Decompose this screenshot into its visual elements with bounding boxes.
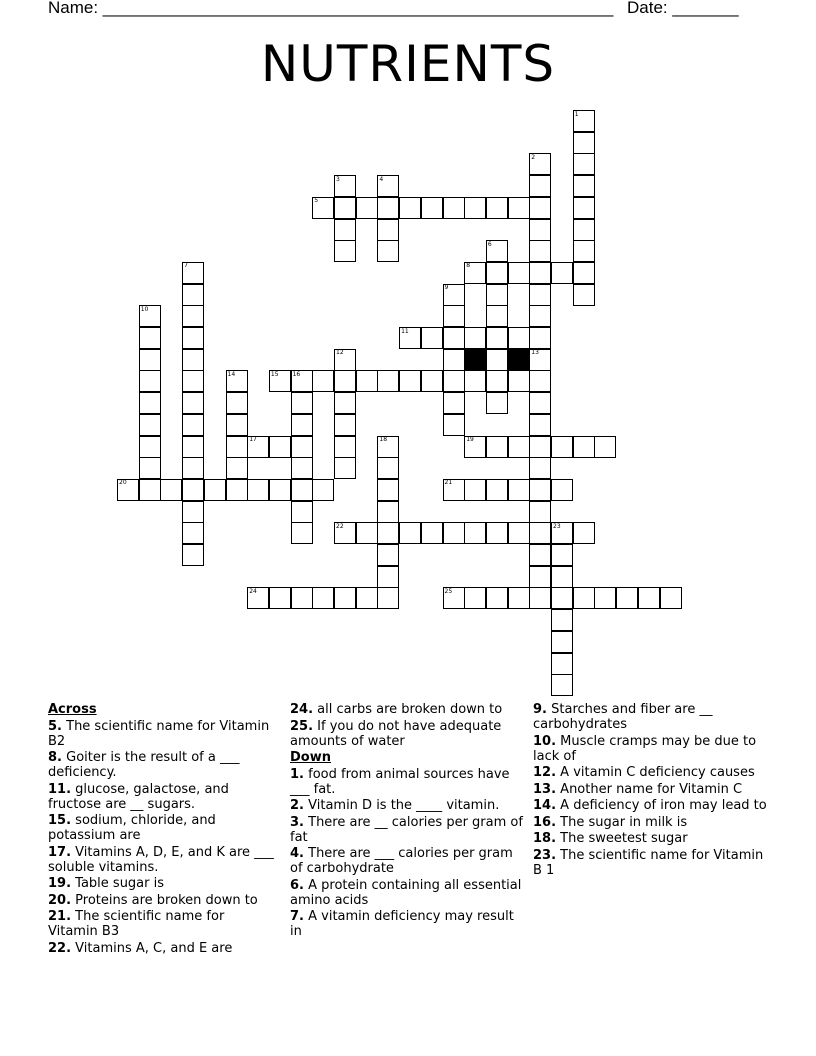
clue-number: 25.: [290, 718, 314, 734]
clue-text: A vitamin deficiency may result in: [290, 909, 514, 939]
crossword-cell[interactable]: [226, 414, 248, 436]
crossword-cell[interactable]: [573, 436, 595, 458]
crossword-cell[interactable]: [486, 305, 508, 327]
crossword-cell[interactable]: [573, 132, 595, 154]
crossword-cell[interactable]: [573, 153, 595, 175]
crossword-cell[interactable]: [334, 219, 356, 241]
clue-number: 7.: [290, 909, 304, 924]
clue-number: 18.: [533, 831, 557, 846]
crossword-cell[interactable]: [486, 370, 508, 392]
crossword-cell[interactable]: [508, 522, 530, 544]
crossword-cell[interactable]: [377, 219, 399, 241]
clue-text: The sweetest sugar: [560, 831, 688, 846]
clue-number-label: 24: [249, 587, 257, 595]
crossword-cell[interactable]: [638, 587, 660, 609]
crossword-cell[interactable]: [508, 262, 530, 284]
clue-number: 6.: [290, 877, 304, 893]
clue-down-7: [290, 909, 525, 939]
clue-number-label: 2: [531, 153, 536, 161]
crossword-cell[interactable]: [464, 587, 486, 609]
crossword-cell[interactable]: [486, 392, 508, 414]
crossword-cell[interactable]: [529, 262, 551, 284]
crossword-cell[interactable]: [486, 349, 508, 371]
crossword-cell[interactable]: [334, 457, 356, 479]
crossword-cell[interactable]: [334, 197, 356, 219]
crossword-cell[interactable]: [529, 175, 551, 197]
clue-text: The sugar in milk is: [560, 814, 688, 830]
crossword-cell[interactable]: [182, 327, 204, 349]
clue-number: 1.: [290, 766, 304, 782]
clues-column-3: [533, 702, 773, 879]
clue-text: Goiter is the result of a ___ deficiency.: [48, 750, 240, 780]
crossword-cell[interactable]: [182, 436, 204, 458]
crossword-cell[interactable]: [551, 609, 573, 631]
crossword-cell[interactable]: [334, 414, 356, 436]
clue-number-label: 18: [379, 436, 388, 443]
crossword-cell[interactable]: [551, 566, 573, 588]
crossword-cell[interactable]: [529, 566, 551, 588]
crossword-cell[interactable]: [421, 197, 443, 219]
clue-number-label: 5: [314, 197, 319, 205]
clue-text: all carbs are broken down to: [317, 702, 503, 717]
crossword-cell[interactable]: [443, 392, 465, 414]
clue-down-13: [533, 782, 773, 797]
crossword-cell[interactable]: [182, 349, 204, 371]
clue-across-5: [48, 719, 278, 749]
clue-down-4: [290, 846, 525, 876]
crossword-cell[interactable]: [486, 436, 508, 458]
crossword-cell[interactable]: [616, 587, 638, 609]
date-field-label: Date: _______: [627, 0, 739, 17]
crossword-cell[interactable]: [486, 522, 508, 544]
crossword-cell[interactable]: [443, 305, 465, 327]
crossword-cell[interactable]: [247, 479, 269, 501]
clue-number: 10.: [533, 733, 557, 749]
clue-number: 12.: [533, 765, 557, 780]
crossword-cell[interactable]: [464, 522, 486, 544]
clue-number-label: 4: [379, 175, 384, 183]
crossword-cell[interactable]: [291, 587, 313, 609]
crossword-cell[interactable]: [443, 522, 465, 544]
clue-number: 24.: [290, 702, 314, 717]
crossword-cell[interactable]: [551, 479, 573, 501]
clue-down-9: [533, 702, 773, 732]
crossword-cell[interactable]: [529, 305, 551, 327]
clue-number-label: 17: [249, 436, 257, 443]
clue-text: Another name for Vitamin C: [560, 781, 743, 797]
crossword-cell[interactable]: [508, 436, 530, 458]
clue-text: There are __ calories per gram of fat: [290, 814, 523, 845]
crossword-cell[interactable]: [139, 479, 161, 501]
down-heading: Down: [290, 750, 331, 765]
clue-number-label: 7: [184, 262, 188, 270]
clue-across-20: [48, 893, 278, 908]
crossword-cell[interactable]: [291, 414, 313, 436]
crossword-cell[interactable]: [312, 370, 334, 392]
clue-number-label: 14: [227, 370, 236, 378]
crossword-cell[interactable]: [377, 370, 399, 392]
crossword-cell[interactable]: [139, 392, 161, 414]
crossword-cell[interactable]: [573, 262, 595, 284]
clue-number: 20.: [48, 892, 72, 908]
crossword-cell[interactable]: [182, 522, 204, 544]
clue-number: 16.: [533, 814, 557, 830]
clue-text: The scientific name for Vitamin B 1: [533, 847, 764, 878]
crossword-cell[interactable]: [529, 587, 551, 609]
clue-number-label: 12: [336, 349, 344, 357]
clue-number-label: 6: [487, 240, 492, 248]
clue-number-label: 13: [531, 349, 539, 357]
clue-text: food from animal sources have ___ fat.: [290, 766, 510, 797]
clue-text: If you do not have adequate amounts of water: [290, 718, 502, 749]
crossword-cell[interactable]: [334, 240, 356, 262]
crossword-cell[interactable]: [421, 370, 443, 392]
clue-text: Table sugar is: [75, 876, 165, 891]
crossword-cell[interactable]: [291, 522, 313, 544]
clue-number: 22.: [48, 940, 72, 956]
crossword-cell[interactable]: [551, 262, 573, 284]
crossword-cell[interactable]: [182, 544, 204, 566]
crossword-cell[interactable]: [182, 284, 204, 306]
crossword-cell[interactable]: [139, 327, 161, 349]
clue-across-25: [290, 719, 525, 749]
crossword-cell[interactable]: [356, 197, 378, 219]
clue-number-label: 8: [466, 262, 471, 270]
crossword-cell[interactable]: [529, 197, 551, 219]
clue-number: 23.: [533, 847, 557, 863]
crossword-cell[interactable]: [269, 587, 291, 609]
crossword-cell[interactable]: [356, 522, 378, 544]
crossword-cell[interactable]: [160, 479, 182, 501]
crossword-cell[interactable]: [421, 522, 443, 544]
crossword-cell[interactable]: [551, 631, 573, 653]
crossword-cell[interactable]: [356, 370, 378, 392]
crossword-cell[interactable]: [529, 327, 551, 349]
name-field-label: Name: ______________________________________________________: [48, 0, 614, 17]
crossword-cell[interactable]: [334, 587, 356, 609]
clue-text: The scientific name for Vitamin B2: [48, 718, 270, 749]
crossword-cell[interactable]: [486, 327, 508, 349]
clue-down-1: [290, 767, 525, 797]
clue-number: 21.: [48, 909, 72, 924]
clue-across-19: [48, 876, 278, 891]
clue-number-label: 10: [140, 305, 149, 313]
clue-text: Muscle cramps may be due to lack of: [533, 733, 757, 764]
clue-number: 5.: [48, 718, 62, 734]
clue-number: 8.: [48, 750, 62, 765]
clue-across-15: [48, 813, 278, 843]
crossword-cell[interactable]: [182, 305, 204, 327]
crossword-cell[interactable]: [377, 566, 399, 588]
crossword-cell[interactable]: [529, 479, 551, 501]
crossword-cell[interactable]: [486, 587, 508, 609]
clue-number-label: 23: [553, 522, 561, 530]
crossword-cell[interactable]: [551, 653, 573, 675]
clue-text: There are ___ calories per gram of carbohydrate: [290, 846, 513, 876]
clue-number-label: 11: [401, 327, 409, 335]
crossword-cell[interactable]: [182, 479, 204, 501]
clue-text: The scientific name for Vitamin B3: [48, 909, 225, 939]
clue-text: Vitamins A, C, and E are: [75, 940, 233, 956]
crossword-cell[interactable]: [529, 522, 551, 544]
crossword-cell[interactable]: [486, 479, 508, 501]
crossword-cell[interactable]: [486, 284, 508, 306]
crossword-cell[interactable]: [226, 436, 248, 458]
clue-down-10: [533, 734, 773, 764]
clue-text: Vitamins A, D, E, and K are ___ soluble vitamins.: [48, 844, 274, 875]
clue-number-label: 21: [444, 479, 453, 487]
crossword-cell[interactable]: [182, 501, 204, 523]
clue-text: Vitamin D is the ____ vitamin.: [308, 798, 500, 813]
crossword-cell[interactable]: [291, 457, 313, 479]
crossword-cell[interactable]: [464, 479, 486, 501]
crossword-cell[interactable]: [529, 219, 551, 241]
crossword-cell[interactable]: [139, 349, 161, 371]
crossword-cell[interactable]: [508, 370, 530, 392]
crossword-cell[interactable]: [529, 284, 551, 306]
clue-number: 4.: [290, 846, 304, 861]
crossword-cell[interactable]: [551, 587, 573, 609]
crossword-cell[interactable]: [443, 327, 465, 349]
crossword-cell[interactable]: [139, 436, 161, 458]
crossword-cell[interactable]: [204, 479, 226, 501]
crossword-cell[interactable]: [464, 370, 486, 392]
crossword-cell[interactable]: [312, 479, 334, 501]
crossword-cell[interactable]: [443, 414, 465, 436]
across-heading: Across: [48, 702, 97, 717]
crossword-cell[interactable]: [443, 370, 465, 392]
clue-down-12: [533, 765, 773, 780]
clue-text: sodium, chloride, and potassium are: [48, 813, 216, 843]
crossword-cell[interactable]: [551, 544, 573, 566]
clue-text: glucose, galactose, and fructose are __ sugars.: [48, 781, 229, 812]
clue-text: Starches and fiber are __ carbohydrates: [533, 702, 713, 732]
crossword-cell[interactable]: [226, 479, 248, 501]
crossword-cell[interactable]: [377, 544, 399, 566]
clue-down-16: [533, 815, 773, 830]
crossword-cell[interactable]: [291, 479, 313, 501]
crossword-cell[interactable]: [464, 197, 486, 219]
crossword-cell[interactable]: [182, 457, 204, 479]
clue-number: 3.: [290, 814, 304, 830]
clue-number-label: 22: [336, 522, 344, 530]
crossword-cell[interactable]: [377, 197, 399, 219]
crossword-cell[interactable]: [594, 436, 616, 458]
clue-text: Proteins are broken down to: [75, 892, 258, 908]
crossword-cell[interactable]: [508, 197, 530, 219]
clue-text: A vitamin C deficiency causes: [560, 765, 755, 780]
crossword-cell[interactable]: [269, 479, 291, 501]
crossword-cell[interactable]: [529, 414, 551, 436]
crossword-cell[interactable]: [399, 197, 421, 219]
page-title: NUTRIENTS: [260, 35, 556, 93]
crossword-cell[interactable]: [508, 587, 530, 609]
crossword-cell[interactable]: [291, 436, 313, 458]
crossword-cell[interactable]: [377, 522, 399, 544]
clue-down-18: [533, 831, 773, 846]
crossword-cell[interactable]: [399, 522, 421, 544]
crossword-cell[interactable]: [486, 197, 508, 219]
crossword-cell[interactable]: [508, 327, 530, 349]
clue-number: 11.: [48, 781, 72, 797]
clue-number-label: 25: [444, 587, 453, 595]
clue-number: 19.: [48, 876, 72, 891]
clue-number-label: 19: [466, 436, 474, 443]
clue-number: 15.: [48, 813, 72, 828]
crossword-cell[interactable]: [529, 370, 551, 392]
crossword-black-cell: [508, 349, 530, 371]
clues-column-2: [290, 702, 525, 941]
clue-number-label: 3: [336, 175, 340, 183]
crossword-cell[interactable]: [334, 436, 356, 458]
crossword-cell[interactable]: [573, 522, 595, 544]
crossword-cell[interactable]: [529, 544, 551, 566]
clue-number: 9.: [533, 702, 547, 717]
crossword-cell[interactable]: [139, 370, 161, 392]
crossword-cell[interactable]: [486, 262, 508, 284]
crossword-cell[interactable]: [377, 501, 399, 523]
clue-down-14: [533, 798, 773, 813]
crossword-cell[interactable]: [377, 457, 399, 479]
crossword-cell[interactable]: [421, 327, 443, 349]
crossword-cell[interactable]: [573, 175, 595, 197]
crossword-cell[interactable]: [551, 436, 573, 458]
crossword-cell[interactable]: [377, 240, 399, 262]
crossword-cell[interactable]: [226, 392, 248, 414]
crossword-cell[interactable]: [226, 457, 248, 479]
crossword-cell[interactable]: [377, 587, 399, 609]
clue-number-label: 20: [119, 479, 127, 487]
clue-across-17: [48, 845, 278, 875]
crossword-cell[interactable]: [573, 219, 595, 241]
crossword-cell[interactable]: [508, 479, 530, 501]
clue-number: 2.: [290, 798, 304, 813]
clue-number-label: 16: [292, 370, 301, 378]
crossword-cell[interactable]: [594, 587, 616, 609]
clue-down-2: [290, 798, 525, 813]
clue-text: A protein containing all essential amino acids: [290, 877, 522, 908]
clue-number: 14.: [533, 798, 557, 813]
crossword-cell[interactable]: [573, 197, 595, 219]
crossword-cell[interactable]: [443, 349, 465, 371]
clue-across-11: [48, 782, 278, 812]
crossword-cell[interactable]: [182, 414, 204, 436]
crossword-cell[interactable]: [529, 240, 551, 262]
crossword-cell[interactable]: [529, 392, 551, 414]
crossword-cell[interactable]: [529, 501, 551, 523]
clue-text: A deficiency of iron may lead to: [560, 798, 767, 813]
clue-across-22: [48, 941, 278, 956]
crossword-cell[interactable]: [356, 587, 378, 609]
crossword-cell[interactable]: [182, 392, 204, 414]
clue-down-3: [290, 815, 525, 845]
clue-number-label: 15: [270, 370, 279, 378]
crossword-cell[interactable]: [291, 392, 313, 414]
clue-number-label: 9: [444, 284, 449, 292]
clue-across-8: [48, 750, 278, 780]
clue-number-label: 1: [574, 110, 579, 118]
clues-column-1: [48, 702, 278, 957]
crossword-cell[interactable]: [139, 457, 161, 479]
crossword-black-cell: [464, 349, 486, 371]
clue-number: 13.: [533, 781, 557, 797]
crossword-cell[interactable]: [334, 370, 356, 392]
crossword-cell[interactable]: [139, 414, 161, 436]
crossword-cell[interactable]: [573, 240, 595, 262]
crossword-cell[interactable]: [529, 436, 551, 458]
crossword-cell[interactable]: [291, 501, 313, 523]
crossword-cell[interactable]: [660, 587, 682, 609]
crossword-cell[interactable]: [573, 284, 595, 306]
crossword-cell[interactable]: [269, 436, 291, 458]
clue-across-21: [48, 909, 278, 939]
clue-across-24: [290, 702, 525, 717]
crossword-cell[interactable]: [529, 457, 551, 479]
crossword-cell[interactable]: [443, 197, 465, 219]
crossword-cell[interactable]: [312, 587, 334, 609]
crossword-cell[interactable]: [551, 674, 573, 696]
crossword-cell[interactable]: [573, 587, 595, 609]
crossword-cell[interactable]: [464, 327, 486, 349]
clue-down-6: [290, 878, 525, 908]
crossword-cell[interactable]: [334, 392, 356, 414]
crossword-cell[interactable]: [182, 370, 204, 392]
clue-number: 17.: [48, 844, 72, 860]
crossword-cell[interactable]: [377, 479, 399, 501]
crossword-cell[interactable]: [399, 370, 421, 392]
clue-down-23: [533, 848, 773, 878]
